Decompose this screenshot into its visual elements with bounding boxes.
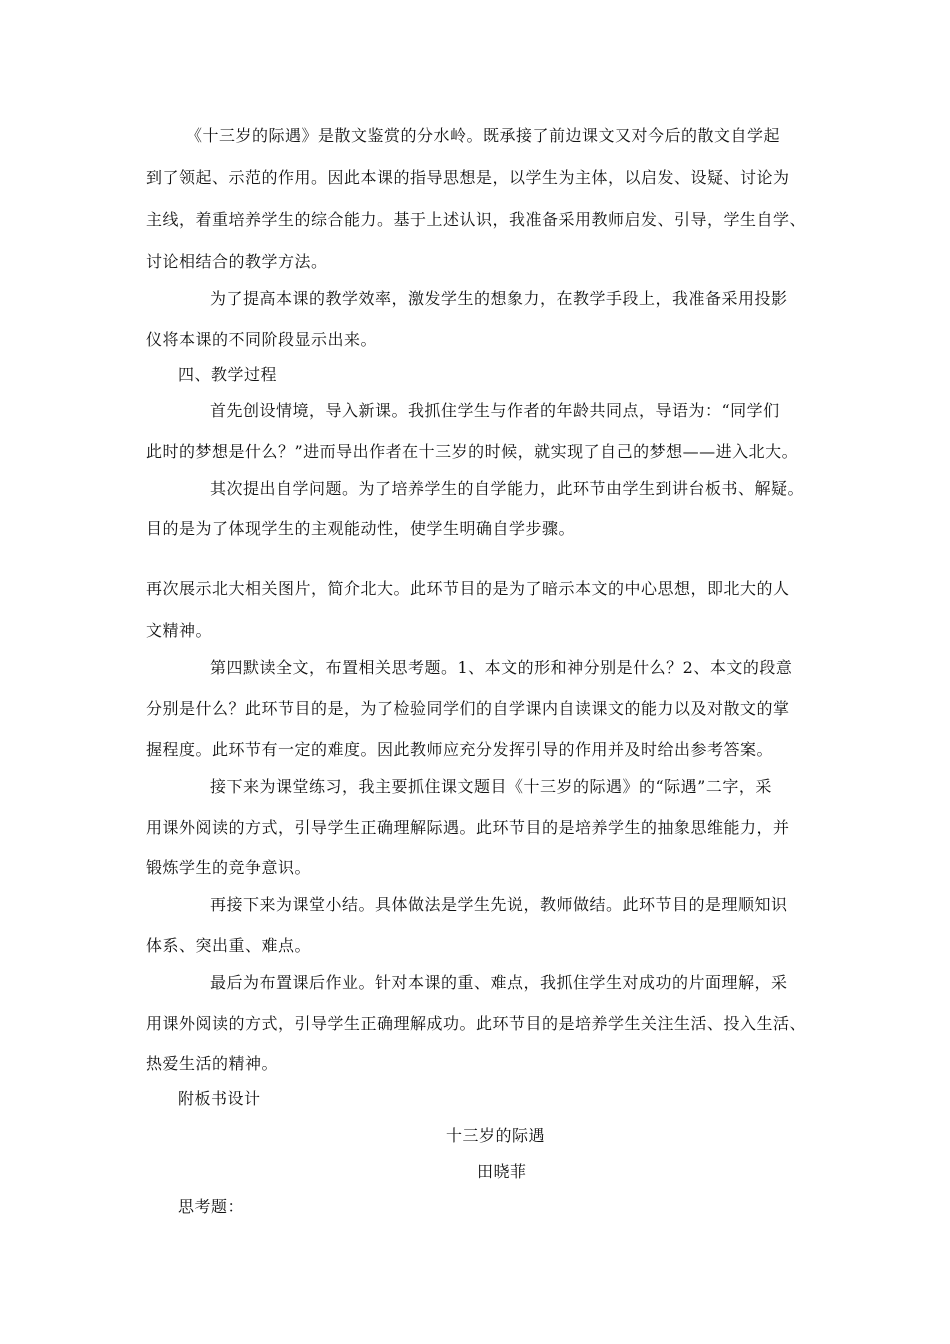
paragraph-1-line-2: 到了领起、示范的作用。因此本课的指导思想是，以学生为主体，以启发、设疑、讨论为	[146, 168, 790, 187]
paragraph-7-line-1: 接下来为课堂练习，我主要抓住课文题目《十三岁的际遇》的“际遇”二字，采	[210, 777, 772, 796]
paragraph-9-line-2: 用课外阅读的方式，引导学生正确理解成功。此环节目的是培养学生关注生活、投入生活、	[146, 1014, 807, 1033]
board-design-author: 田晓菲	[477, 1162, 527, 1181]
board-design-heading: 附板书设计	[178, 1089, 261, 1108]
board-design-title: 十三岁的际遇	[446, 1126, 546, 1145]
paragraph-2-line-2: 仪将本课的不同阶段显示出来。	[146, 330, 378, 349]
paragraph-9-line-1: 最后为布置课后作业。针对本课的重、难点，我抓住学生对成功的片面理解，采	[210, 973, 788, 992]
paragraph-6-line-1: 第四默读全文，布置相关思考题。1、本文的形和神分别是什么？2、本文的段意	[210, 658, 793, 677]
paragraph-7-line-3: 锻炼学生的竞争意识。	[146, 858, 312, 877]
paragraph-5-line-2: 文精神。	[146, 621, 213, 640]
paragraph-7-line-2: 用课外阅读的方式，引导学生正确理解际遇。此环节目的是培养学生的抽象思维能力，并	[146, 818, 790, 837]
paragraph-3-line-2: 此时的梦想是什么？”进而导出作者在十三岁的时候，就实现了自己的梦想——进入北大。	[146, 442, 799, 461]
paragraph-1-line-3: 主线，着重培养学生的综合能力。基于上述认识，我准备采用教师启发、引导，学生自学、	[146, 210, 807, 229]
board-design-questions-label: 思考题：	[178, 1197, 245, 1216]
paragraph-8-line-2: 体系、突出重、难点。	[146, 936, 312, 955]
section-heading-teaching-process: 四、教学过程	[178, 365, 278, 384]
paragraph-4-line-1: 其次提出自学问题。为了培养学生的自学能力，此环节由学生到讲台板书、解疑。	[210, 479, 805, 498]
paragraph-3-line-1: 首先创设情境，导入新课。我抓住学生与作者的年龄共同点，导语为：“同学们	[210, 401, 780, 420]
paragraph-9-line-3: 热爱生活的精神。	[146, 1054, 279, 1073]
paragraph-6-line-3: 握程度。此环节有一定的难度。因此教师应充分发挥引导的作用并及时给出参考答案。	[146, 740, 774, 759]
paragraph-1-line-4: 讨论相结合的教学方法。	[146, 252, 328, 271]
paragraph-6-line-2: 分别是什么？此环节目的是，为了检验同学们的自学课内自读课文的能力以及对散文的掌	[146, 699, 790, 718]
paragraph-8-line-1: 再接下来为课堂小结。具体做法是学生先说，教师做结。此环节目的是理顺知识	[210, 895, 788, 914]
paragraph-1-line-1: 《十三岁的际遇》是散文鉴赏的分水岭。既承接了前边课文又对今后的散文自学起	[186, 126, 781, 145]
paragraph-2-line-1: 为了提高本课的教学效率，激发学生的想象力，在教学手段上，我准备采用投影	[210, 289, 788, 308]
paragraph-5-line-1: 再次展示北大相关图片，简介北大。此环节目的是为了暗示本文的中心思想，即北大的人	[146, 579, 790, 598]
paragraph-4-line-2: 目的是为了体现学生的主观能动性，使学生明确自学步骤。	[146, 519, 576, 538]
